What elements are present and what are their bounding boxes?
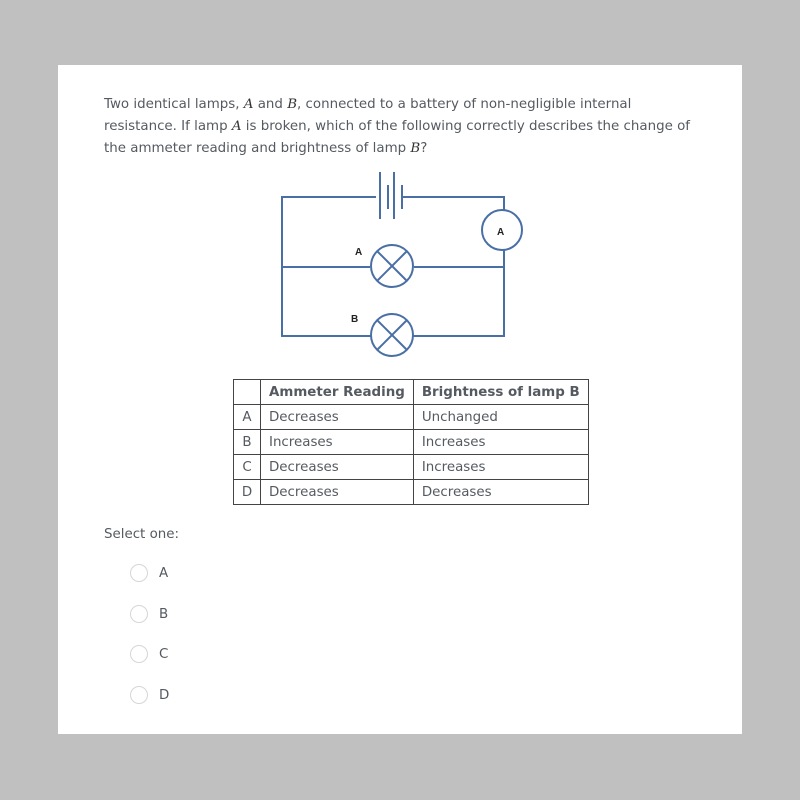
question-text-part: and	[253, 97, 288, 112]
question-text-part: Two identical lamps,	[104, 97, 244, 112]
radio-button[interactable]	[130, 564, 148, 582]
choice-a[interactable]	[130, 563, 168, 583]
radio-button[interactable]	[130, 605, 148, 623]
table-row	[234, 455, 589, 480]
wire	[412, 249, 504, 336]
choice-label: D	[159, 687, 170, 703]
choice-d[interactable]	[130, 685, 169, 705]
question-text-part: , connected to a battery of non-negligible internal resistance. If lamp	[104, 97, 632, 134]
choice-b[interactable]	[130, 604, 168, 624]
math-lamp-a: A	[231, 119, 242, 134]
circuit-diagram	[276, 169, 528, 359]
lamp-a-label: A	[355, 247, 363, 258]
row-brightness: Decreases	[413, 480, 588, 505]
row-letter: A	[234, 405, 261, 430]
table-row	[234, 430, 589, 455]
table-header-brightness: Brightness of lamp B	[413, 380, 588, 405]
question-text	[104, 94, 704, 160]
row-letter: C	[234, 455, 261, 480]
choice-label: C	[159, 646, 169, 662]
row-letter: B	[234, 430, 261, 455]
lamp-a-icon	[371, 245, 413, 287]
table-header-row	[234, 380, 589, 405]
table-row	[234, 405, 589, 430]
row-brightness: Unchanged	[413, 405, 588, 430]
row-ammeter: Decreases	[261, 405, 414, 430]
lamp-b-icon	[371, 314, 413, 356]
select-one-prompt: Select one:	[104, 527, 179, 542]
row-letter: D	[234, 480, 261, 505]
radio-button[interactable]	[130, 645, 148, 663]
answer-table	[233, 379, 589, 505]
table-header-cell	[234, 380, 261, 405]
lamp-b-label: B	[351, 314, 359, 325]
question-text-part: is broken, which of the following correctly describes the change of the ammeter reading and brightness of lamp	[104, 119, 690, 156]
row-ammeter: Increases	[261, 430, 414, 455]
choice-label: A	[159, 565, 169, 581]
question-card	[58, 65, 742, 734]
table-header-ammeter: Ammeter Reading	[261, 380, 414, 405]
table-row	[234, 480, 589, 505]
question-text-part: ?	[420, 141, 428, 156]
row-brightness: Increases	[413, 430, 588, 455]
ammeter-label: A	[497, 227, 505, 238]
choice-label: B	[159, 606, 169, 622]
row-ammeter: Decreases	[261, 455, 414, 480]
math-lamp-a: A	[243, 97, 254, 112]
wire	[402, 197, 504, 211]
row-ammeter: Decreases	[261, 480, 414, 505]
choice-c[interactable]	[130, 644, 168, 664]
radio-button[interactable]	[130, 686, 148, 704]
row-brightness: Increases	[413, 455, 588, 480]
math-lamp-b: B	[410, 141, 421, 156]
math-lamp-b: B	[287, 97, 298, 112]
